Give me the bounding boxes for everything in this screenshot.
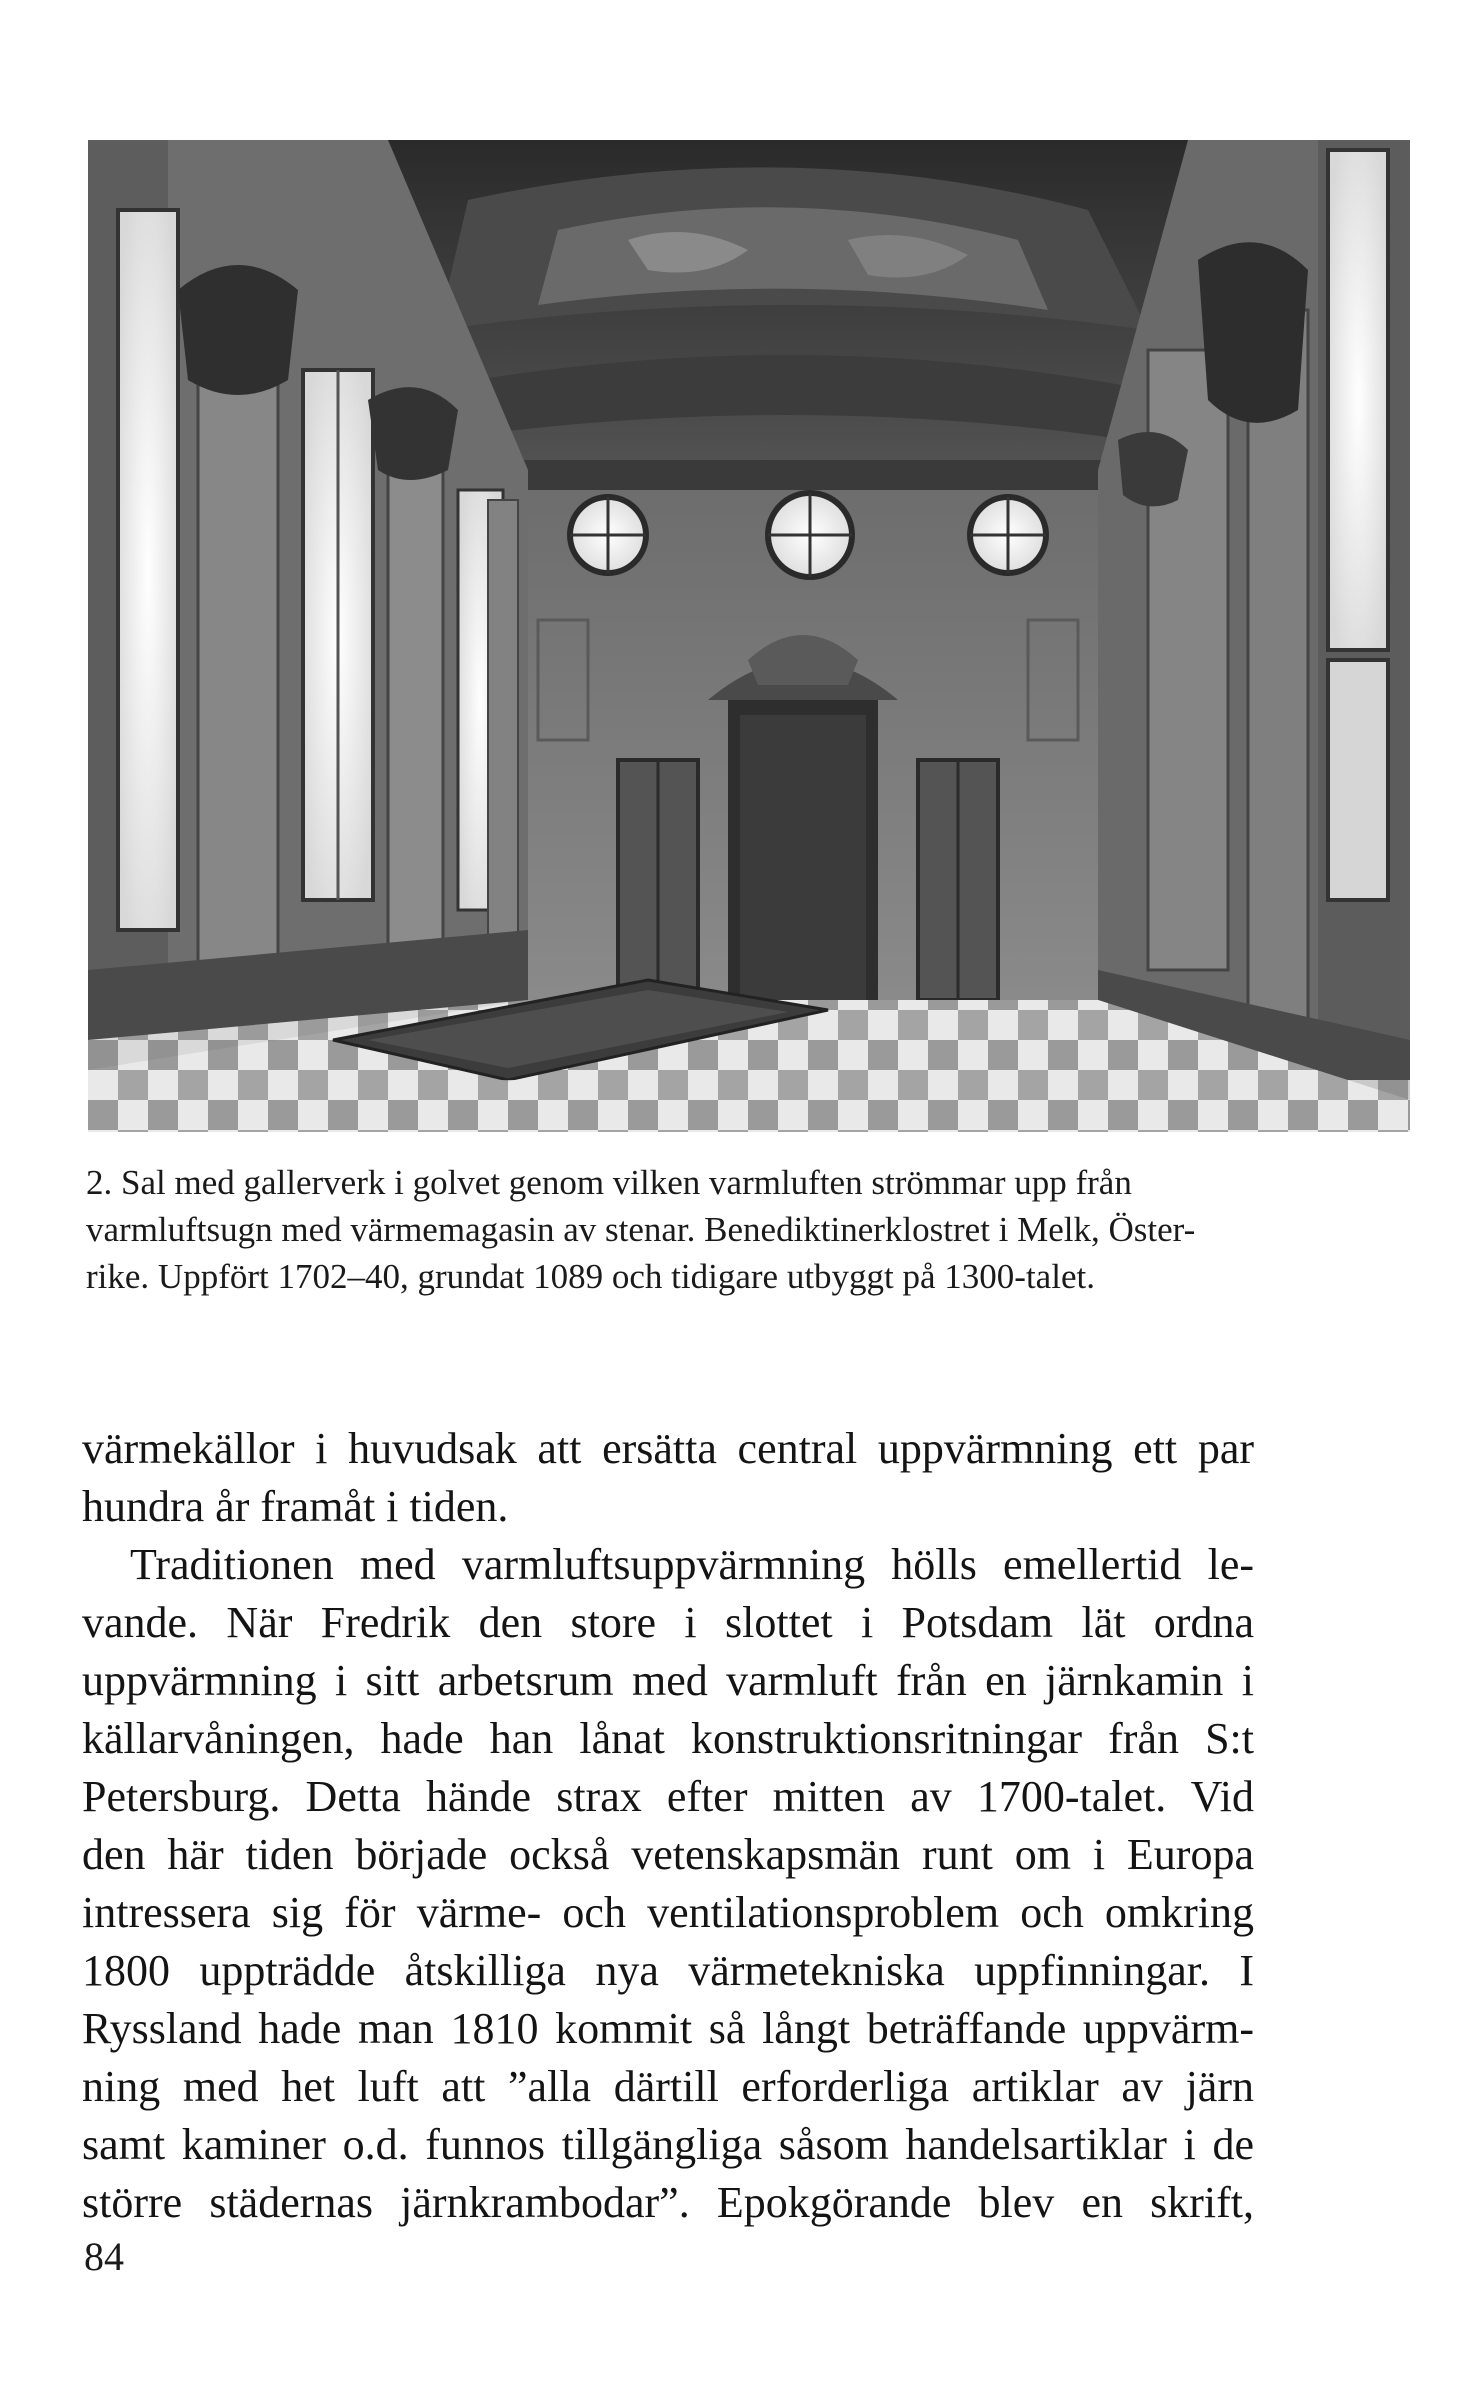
text-line: vande. När Fredrik den store i slottet i Potsdam lät ordna: [82, 1598, 1254, 1647]
caption-line: rike. Uppfört 1702–40, grundat 1089 och tidigare utbyggt på 1300-talet.: [86, 1257, 1095, 1296]
text-line: uppvärmning i sitt arbetsrum med varmluft från en järnkamin i: [82, 1656, 1254, 1705]
caption-line: 2. Sal med gallerverk i golvet genom vilken varmluften strömmar upp från: [86, 1163, 1132, 1202]
text-line: värmekällor i huvudsak att ersätta central uppvärmning ett par: [82, 1424, 1254, 1473]
text-line: Petersburg. Detta hände strax efter mitten av 1700-talet. Vid: [82, 1772, 1254, 1821]
caption-line: varmluftsugn med värmemagasin av stenar. Benediktinerklostret i Melk, Öster-: [86, 1210, 1196, 1249]
text-line: ning med het luft att ”alla därtill erforderliga artiklar av järn: [82, 2062, 1254, 2111]
text-line: källarvåningen, hade han lånat konstruktionsritningar från S:t: [82, 1714, 1254, 1763]
body-text: [82, 1420, 1254, 2232]
text-line: intressera sig för värme- och ventilationsproblem och omkring: [82, 1888, 1254, 1937]
text-line: hundra år framåt i tiden.: [82, 1482, 509, 1531]
baroque-hall-photograph: [88, 140, 1410, 1132]
text-line: den här tiden började också vetenskapsmän runt om i Europa: [82, 1830, 1254, 1879]
figure-caption: [86, 1159, 1272, 1300]
page-number: 84: [84, 2234, 124, 2279]
text-line: större städernas järnkrambodar”. Epokgörande blev en skrift,: [82, 2178, 1254, 2227]
back-wall: [508, 460, 1108, 1000]
text-line: Traditionen med varmluftsuppvärmning hölls emellertid le-: [130, 1540, 1254, 1589]
text-line: 1800 uppträdde åtskilliga nya värmetekniska uppfinningar. I: [82, 1946, 1254, 1995]
text-line: Ryssland hade man 1810 kommit så långt beträffande uppvärm-: [82, 2004, 1254, 2053]
text-line: samt kaminer o.d. funnos tillgängliga såsom handelsartiklar i de: [82, 2120, 1254, 2169]
